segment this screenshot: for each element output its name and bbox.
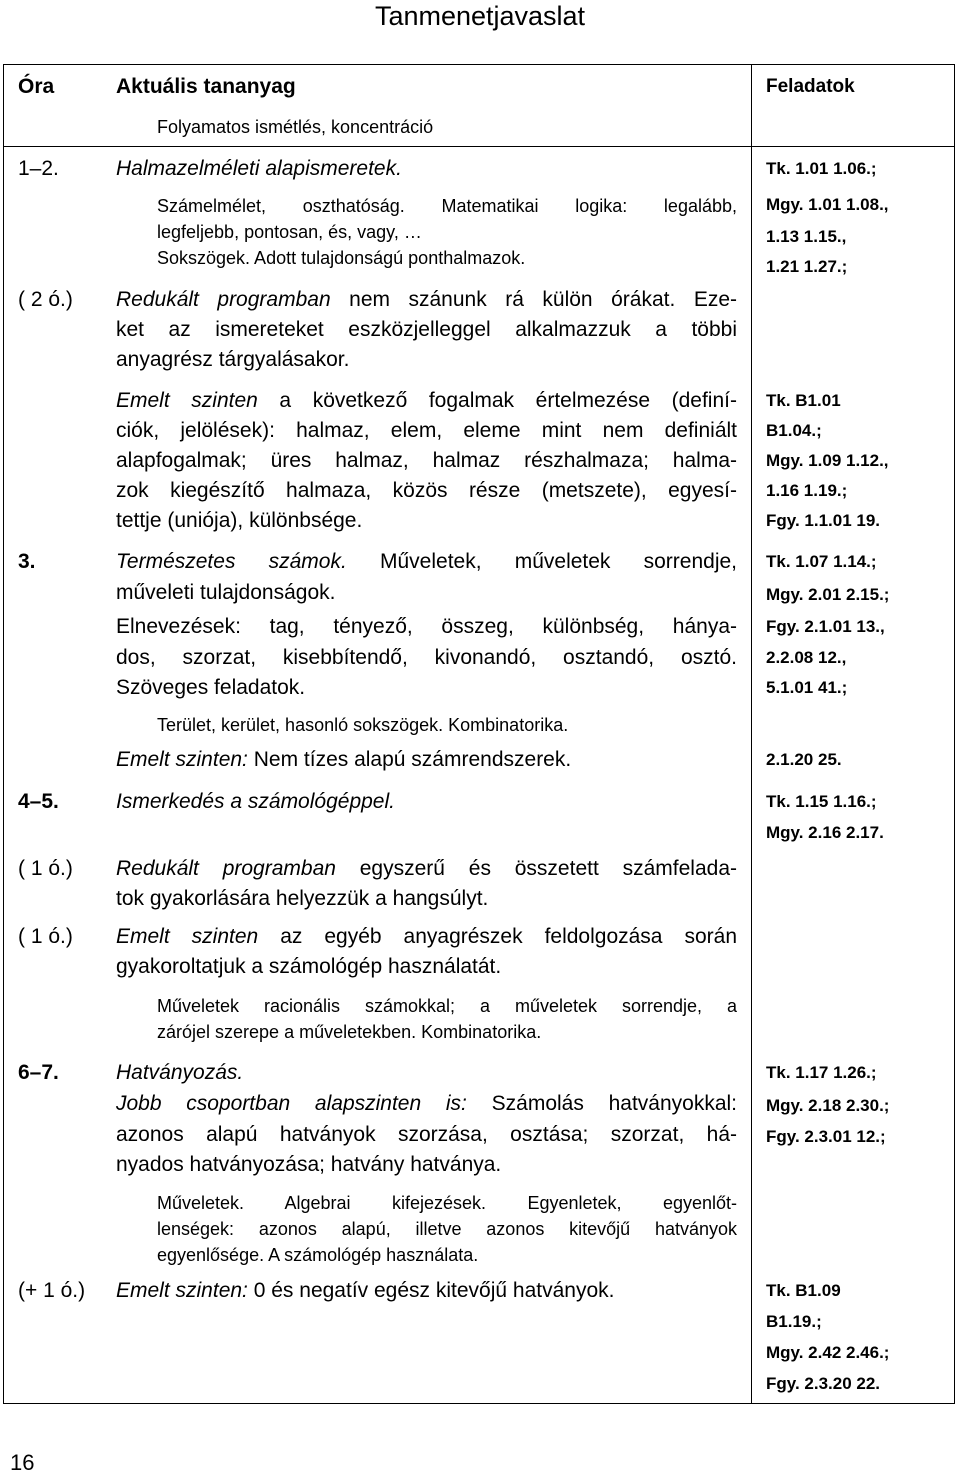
body-line — [116, 386, 737, 416]
body-line — [116, 922, 737, 952]
body-line — [116, 1276, 614, 1306]
hour-6-7: 6–7. — [18, 1061, 59, 1084]
task-ref: Fgy. 2.3.01 12.; — [766, 1127, 886, 1146]
body-line: alapfogalmak; üres halmaz, halmaz részhalmaza; halma- — [116, 449, 737, 472]
hour-reduced: ( 2 ó.) — [18, 288, 73, 311]
body-text: az egyéb anyagrészek feldolgozása során — [280, 925, 737, 948]
note-line: Számelmélet, oszthatóság. Matematikai logika: legalább, — [157, 196, 737, 216]
header-feladatok: Feladatok — [766, 76, 855, 97]
task-ref: 1.16 1.19.; — [766, 481, 848, 500]
hour-1-2: 1–2. — [18, 157, 59, 180]
topic-hatvanyozas: Hatványozás. — [116, 1061, 244, 1084]
body-text: Számolás hatványokkal: — [491, 1092, 738, 1115]
body-line: nyados hatványozása; hatvány hatványa. — [116, 1153, 502, 1176]
task-ref: 5.1.01 41.; — [766, 678, 848, 697]
note-line: Sokszögek. Adott tulajdonságú ponthalmazok. — [157, 248, 526, 268]
hour-plus: (+ 1 ó.) — [18, 1279, 86, 1302]
task-ref: 2.2.08 12., — [766, 648, 847, 667]
task-ref: Mgy. 2.42 2.46.; — [766, 1343, 890, 1362]
body-line — [116, 285, 737, 315]
task-ref: Mgy. 1.09 1.12., — [766, 451, 889, 470]
body-line — [116, 1089, 737, 1119]
task-ref: Tk. 1.01 1.06.; — [766, 159, 877, 178]
note-line: lenségek: azonos alapú, illetve azonos kitevőjű hatványok — [157, 1219, 737, 1239]
task-ref: Fgy. 2.1.01 13., — [766, 617, 885, 636]
note-line: legfeljebb, pontosan, és, vagy, … — [157, 222, 422, 242]
body-line — [116, 854, 737, 884]
body-text: a következő fogalmak értelmezése (definí- — [279, 389, 737, 412]
note-line: zárójel szerepe a műveletekben. Kombinatorika. — [157, 1022, 542, 1042]
body-line: tok gyakorlására helyezzük a hangsúlyt. — [116, 887, 489, 910]
note-line: egyenlősége. A számológép használata. — [157, 1245, 479, 1265]
header-anyag: Aktuális tananyag — [116, 75, 296, 98]
hour-3: 3. — [18, 550, 36, 573]
body-line — [116, 547, 737, 577]
hour-reduced: ( 1 ó.) — [18, 857, 73, 880]
task-ref: Fgy. 2.3.20 22. — [766, 1374, 881, 1393]
hour-emelt: ( 1 ó.) — [18, 925, 73, 948]
task-ref: Mgy. 2.16 2.17. — [766, 823, 884, 842]
body-line: ket az ismereteket eszközjelleggel alkalmazzuk a többi — [116, 318, 737, 341]
body-line — [116, 745, 571, 775]
body-line: műveleti tulajdonságok. — [116, 581, 336, 604]
task-ref: Mgy. 1.01 1.08., — [766, 195, 889, 214]
body-line: ciók, jelölések): halmaz, elem, eleme mint nem definiált — [116, 419, 737, 442]
task-ref: Tk. B1.01 — [766, 391, 841, 410]
task-ref: 1.21 1.27.; — [766, 257, 848, 276]
task-ref: 2.1.20 25. — [766, 750, 842, 769]
lead-reduced: Redukált programban — [116, 857, 336, 880]
topic-termeszetes: Természetes számok. — [116, 550, 347, 573]
task-ref: Fgy. 1.1.01 19. — [766, 511, 881, 530]
task-ref: B1.19.; — [766, 1312, 822, 1331]
task-ref: 1.13 1.15., — [766, 227, 847, 246]
hour-4-5: 4–5. — [18, 790, 59, 813]
body-text: egyszerű és összetett számfelada- — [359, 857, 737, 880]
page-number: 16 — [10, 1450, 35, 1475]
lead-emelt: Emelt szinten — [116, 925, 259, 948]
task-ref: B1.04.; — [766, 421, 822, 440]
note-line: Műveletek. Algebrai kifejezések. Egyenletek, egyenlőt- — [157, 1193, 737, 1213]
header-ora: Óra — [18, 75, 55, 98]
body-line: gyakoroltatjuk a számológép használatát. — [116, 955, 502, 978]
topic-szamologep: Ismerkedés a számológéppel. — [116, 790, 395, 813]
page-title: Tanmenetjavaslat — [374, 1, 586, 31]
body-text: Nem tízes alapú számrendszerek. — [253, 748, 572, 771]
body-text: 0 és negatív egész kitevőjű hatványok. — [253, 1279, 615, 1302]
task-ref: Mgy. 2.18 2.30.; — [766, 1096, 890, 1115]
task-ref: Tk. 1.17 1.26.; — [766, 1063, 877, 1082]
body-line: dos, szorzat, kisebbítendő, kivonandó, osztandó, osztó. — [116, 646, 737, 669]
column-divider — [751, 64, 752, 1404]
task-ref: Tk. B1.09 — [766, 1281, 841, 1300]
body-line: Szöveges feladatok. — [116, 676, 306, 699]
lead-jobb: Jobb csoportban alapszinten is: — [116, 1092, 467, 1115]
topic-halmaz: Halmazelméleti alapismeretek. — [116, 157, 402, 180]
body-line: zok kiegészítő halmaza, közös része (metszete), egyesí- — [116, 479, 737, 502]
header-rule — [3, 146, 955, 147]
body-text: Műveletek, műveletek sorrendje, — [380, 550, 737, 573]
task-ref: Tk. 1.07 1.14.; — [766, 552, 877, 571]
body-text: nem szánunk rá külön órákat. Eze- — [349, 288, 737, 311]
lead-reduced: Redukált programban — [116, 288, 331, 311]
task-ref: Mgy. 2.01 2.15.; — [766, 585, 890, 604]
body-line: anyagrész tárgyalásakor. — [116, 348, 350, 371]
intro-note: Folyamatos ismétlés, koncentráció — [157, 117, 434, 137]
lead-emelt: Emelt szinten: — [116, 1279, 248, 1302]
task-ref: Tk. 1.15 1.16.; — [766, 792, 877, 811]
body-line: tettje (uniója), különbsége. — [116, 509, 363, 532]
body-line: Elnevezések: tag, tényező, összeg, különbség, hánya- — [116, 615, 737, 638]
note-line: Műveletek racionális számokkal; a műveletek sorrendje, a — [157, 996, 737, 1016]
lead-emelt: Emelt szinten: — [116, 748, 248, 771]
lead-emelt: Emelt szinten — [116, 389, 258, 412]
body-line: azonos alapú hatványok szorzása, osztása; szorzat, há- — [116, 1123, 737, 1146]
note-line: Terület, kerület, hasonló sokszögek. Kombinatorika. — [157, 715, 569, 735]
